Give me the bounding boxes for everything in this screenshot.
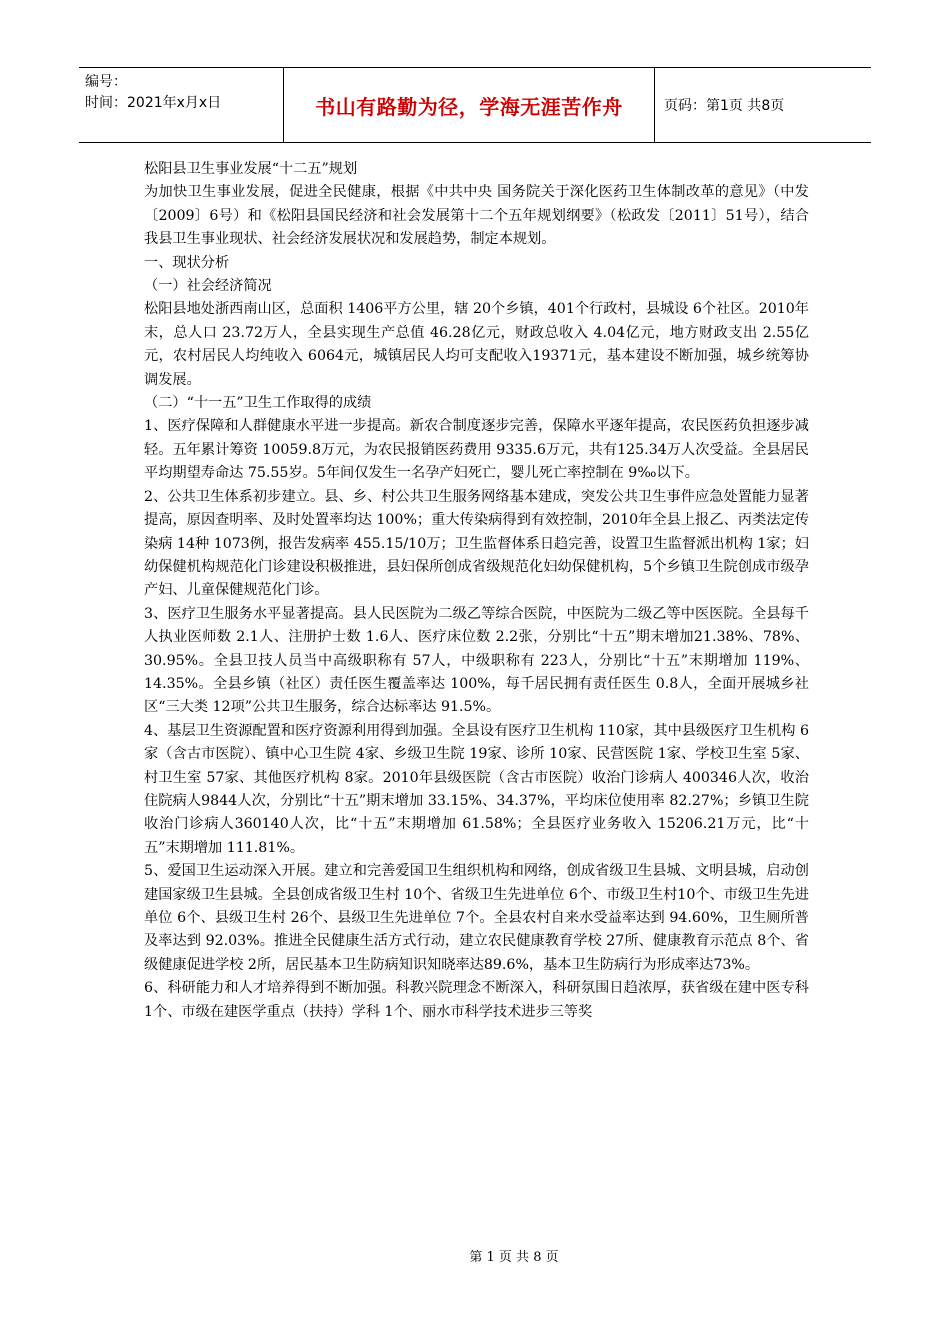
body-paragraph: 6、科研能力和人才培养得到不断加强。科教兴院理念不断深入，科研氛围日趋浓厚，获省级在建中医专科 1个、市级在建医学重点（扶持）学科 1个、丽水市科学技术进步三等奖 bbox=[144, 980, 809, 1020]
body-paragraph: 4、基层卫生资源配置和医疗资源利用得到加强。全县设有医疗卫生机构 110家，其中县级医疗卫生机构 6家（含古市医院）、镇中心卫生院 4家、乡级卫生院 19家、诊所 10家、民营医院 1家、学校卫生室 5家、村卫生室 57家、其他医疗机构 8家。2010年县级医院（含古市医院）收治门诊病人 400346人次，收治住院病人9844人次，分别比“十五”期末增加 33.15%、34.37%，平均床位使用率 82.27%；乡镇卫生院收治门诊病人360140人次，比“十五”末期增加 61.58%；全县医疗业务收入 15206.21万元，比“十五”末期增加 111.81%。 bbox=[144, 722, 809, 856]
section-heading: 一、现状分析 bbox=[144, 254, 230, 271]
page-footer: 第 1 页 共 8 页 bbox=[469, 1250, 559, 1265]
document-body bbox=[144, 158, 809, 1024]
body-paragraph: 松阳县地处浙西南山区，总面积 1406平方公里，辖 20个乡镇，401个行政村，县城设 6个社区。2010年末，总人口 23.72万人，全县实现生产总值 46.28亿元，财政总收入 4.04亿元，地方财政支出 2.55亿元，农村居民人均纯收入 6064元，城镇居民人均可支配收入19371元，基本建设不断加强，城乡统筹协调发展。 bbox=[144, 301, 809, 388]
document-time-label: 时间：2021年x月x日 bbox=[85, 95, 222, 111]
header-motto: 书山有路勤为径，学海无涯苦作舟 bbox=[283, 68, 655, 142]
subsection-heading: （一）社会经济简况 bbox=[144, 278, 272, 295]
header-page-label: 页码：第1页 共8页 bbox=[664, 98, 785, 114]
document-title: 松阳县卫生事业发展“十二五”规划 bbox=[144, 161, 358, 177]
intro-paragraph: 为加快卫生事业发展，促进全民健康，根据《中共中央 国务院关于深化医药卫生体制改革的意见》（中发〔2009〕6号）和《松阳县国民经济和社会发展第十二个五年规划纲要》（松政发〔2011〕51号），结合我县卫生事业现状、社会经济发展状况和发展趋势，制定本规划。 bbox=[144, 184, 809, 248]
subsection-heading: （二）“十一五”卫生工作取得的成绩 bbox=[144, 395, 372, 412]
page-header bbox=[79, 67, 871, 143]
body-paragraph: 3、医疗卫生服务水平显著提高。县人民医院为二级乙等综合医院，中医院为二级乙等中医医院。全县每千人执业医师数 2.1人、注册护士数 1.6人、医疗床位数 2.2张，分别比“十五”期末增加21.38%、78%、30.95%。全县卫技人员当中高级职称有 57人，中级职称有 223人，分别比“十五”末期增加 119%、14.35%。全县乡镇（社区）责任医生覆盖率达 100%，每千居民拥有责任医生 0.8人，全面开展城乡社区“三大类 12项”公共卫生服务，综合达标率达 91.5%。 bbox=[144, 605, 809, 716]
header-info bbox=[79, 68, 283, 142]
body-paragraph: 1、医疗保障和人群健康水平进一步提高。新农合制度逐步完善，保障水平逐年提高，农民医药负担逐步减轻。五年累计筹资 10059.8万元，为农民报销医药费用 9335.6万元，共有125.34万人次受益。全县居民平均期望寿命达 75.55岁。5年间仅发生一名孕产妇死亡，婴儿死亡率控制在 9‰以下。 bbox=[144, 418, 809, 482]
body-paragraph: 2、公共卫生体系初步建立。县、乡、村公共卫生服务网络基本建成，突发公共卫生事件应急处置能力显著提高，原因查明率、及时处置率均达 100%；重大传染病得到有效控制，2010年全县上报乙、丙类法定传染病 14种 1073例，报告发病率 455.15/10万；卫生监督体系日趋完善，设置卫生监督派出机构 1家；妇幼保健机构规范化门诊建设积极推进，县妇保所创成省级规范化妇幼保健机构，5个乡镇卫生院创成市级孕产妇、儿童保健规范化门诊。 bbox=[144, 488, 809, 599]
body-paragraph: 5、爱国卫生运动深入开展。建立和完善爱国卫生组织机构和网络，创成省级卫生县城、文明县城，启动创建国家级卫生县城。全县创成省级卫生村 10个、省级卫生先进单位 6个、市级卫生村10个、市级卫生先进单位 6个、县级卫生村 26个、县级卫生先进单位 7个。全县农村自来水受益率达到 94.60%，卫生厕所普及率达到 92.03%。推进全民健康生活方式行动，建立农民健康教育学校 27所、健康教育示范点 8个、省级健康促进学校 2所，居民基本卫生防病知识知晓率达89.6%，基本卫生防病行为形成率达73%。 bbox=[144, 863, 809, 973]
document-number-label: 编号： bbox=[85, 74, 127, 90]
